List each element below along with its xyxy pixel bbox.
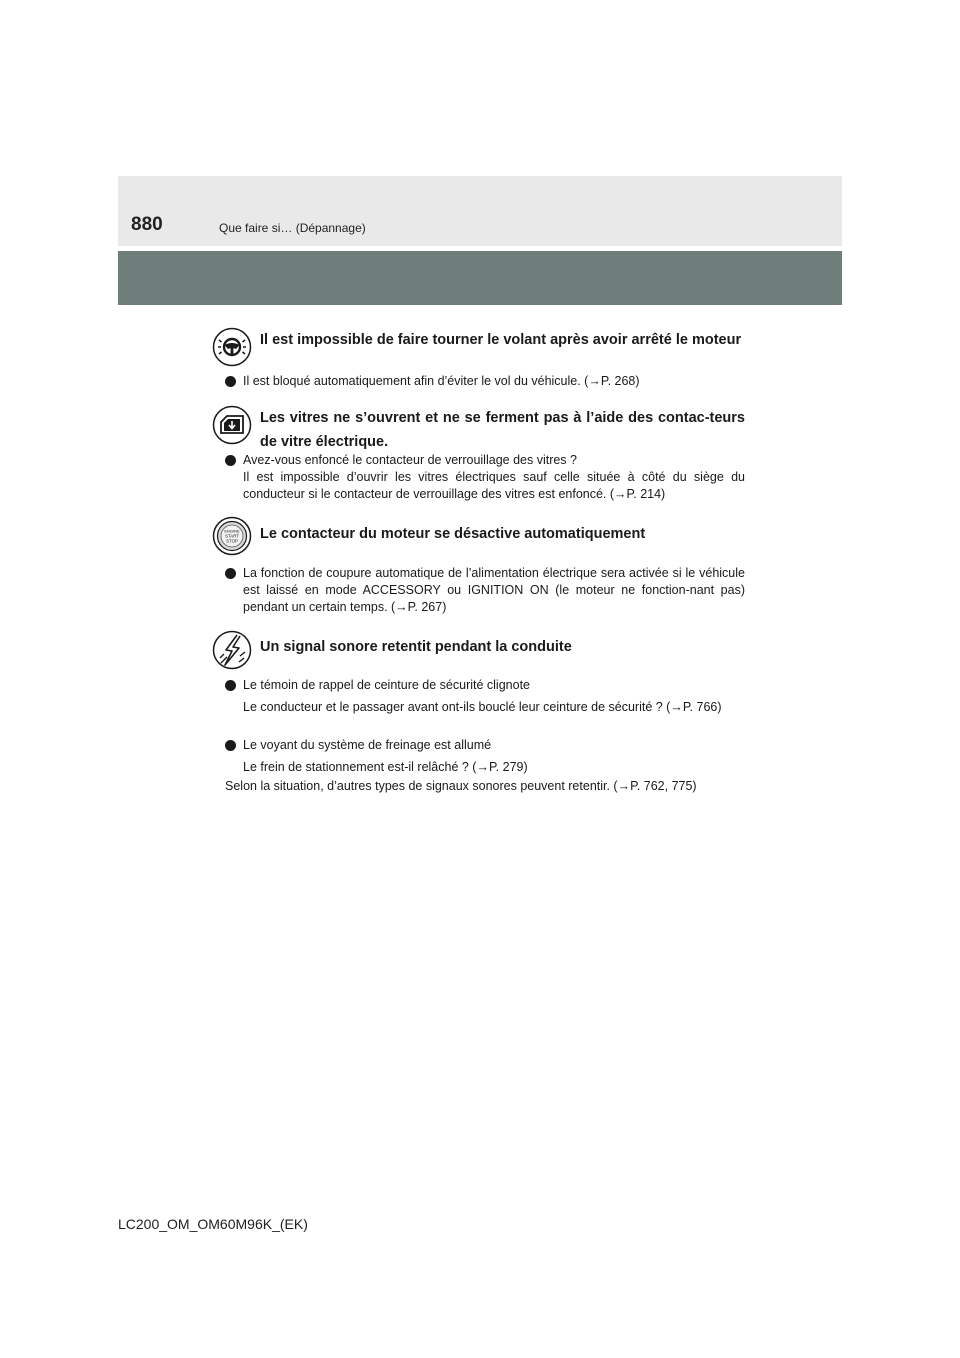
bullet-text: Le voyant du système de freinage est allumé [243,738,492,752]
bullet-icon [225,455,236,466]
section-heading: Le contacteur du moteur se désactive automatiquement [260,526,646,542]
bullet-icon [225,740,236,751]
bullet-text: Le frein de stationnement est-il relâché ? (→P. 279) [243,760,528,774]
list-item [225,565,745,616]
section-title: Que faire si… (Dépannage) [219,221,366,235]
bullet-text: Avez-vous enfoncé le contacteur de verrouillage des vitres ? [243,453,577,467]
list-item [225,737,745,776]
bullet-text: Il est bloqué automatiquement afin d’éviter le vol du véhicule. (→P. 268) [243,374,640,388]
header-band [118,251,842,305]
icon-label: STOP [226,538,238,544]
section-note: Selon la situation, d’autres types de signaux sonores peuvent retentir. (→P. 762, 775) [225,779,697,793]
bullet-icon [225,376,236,387]
page-number: 880 [131,214,163,235]
icon-label: START [225,533,239,539]
section-heading: Un signal sonore retentit pendant la conduite [260,639,572,655]
engine-start-stop-button-icon [212,516,252,556]
list-item [225,452,745,503]
section-heading: Les vitres ne s’ouvrent et ne se ferment pas à l’aide des contac-teurs de vitre électrique. [260,410,745,450]
page-header [118,176,842,246]
list-item [225,373,745,390]
section-heading: Il est impossible de faire tourner le volant après avoir arrêté le moteur [260,332,742,348]
list-item [225,677,745,716]
icon-label: ENGINE [224,528,240,534]
bullet-text: La fonction de coupure automatique de l’alimentation électrique sera activée si le véhicule est laissé en mode ACCESSORY ou IGNITION ON (le moteur ne fonction-nant pas) pendant un certain temps. (→P. 267) [243,566,745,614]
power-window-icon [212,405,252,445]
bullet-text: Il est impossible d’ouvrir les vitres électriques sauf celle située à côté du siège du conducteur si le contacteur de verrouillage des vitres est enfoncé. (→P. 214) [243,470,745,501]
bullet-text: Le témoin de rappel de ceinture de sécurité clignote [243,678,530,692]
bullet-icon [225,568,236,579]
steering-wheel-icon [212,327,252,367]
document-code: LC200_OM_OM60M96K_(EK) [118,1216,308,1232]
bullet-icon [225,680,236,691]
bullet-text: Le conducteur et le passager avant ont-ils bouclé leur ceinture de sécurité ? (→P. 766) [243,700,722,714]
warning-sound-icon [212,630,252,670]
